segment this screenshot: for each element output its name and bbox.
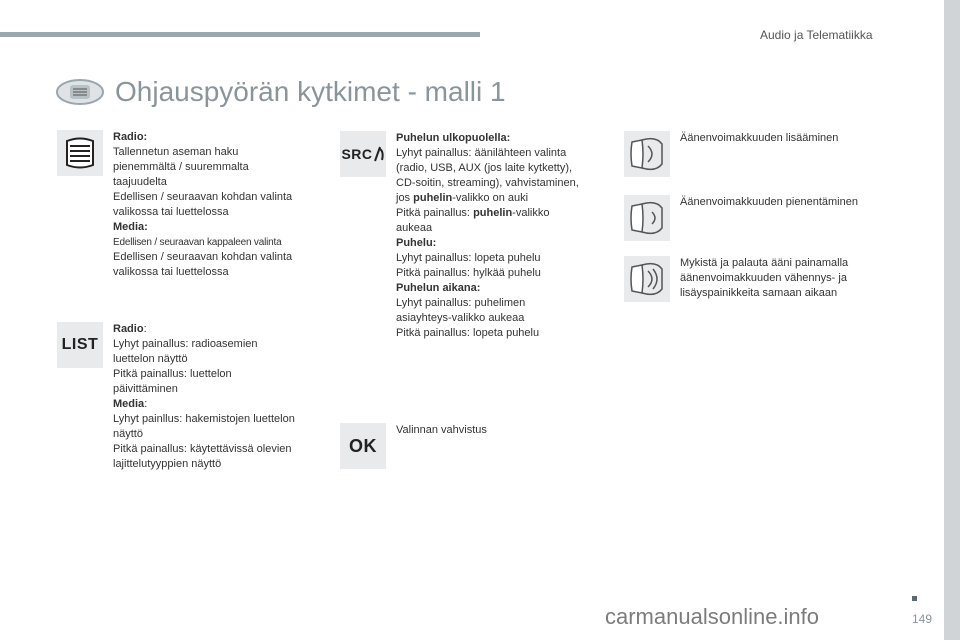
page-header <box>55 76 506 108</box>
subheading: Puhelu: <box>396 237 437 249</box>
ok-description <box>396 423 487 469</box>
src-block <box>340 131 579 341</box>
src-icon-label: SRC <box>341 146 373 162</box>
page-marker <box>912 596 917 601</box>
emphasis: puhelin <box>413 192 453 204</box>
watermark: carmanualsonline.info <box>605 604 820 629</box>
text-line: Äänenvoimakkuuden lisääminen <box>680 132 839 144</box>
text-line: Lyhyt painallus: äänilähteen valinta <box>396 147 567 159</box>
text-line: Pitkä painallus: luettelon <box>113 368 232 380</box>
subheading: Puhelun aikana: <box>396 282 481 294</box>
text-line: Lyhyt painllus: hakemistojen luettelon <box>113 413 295 425</box>
volume-down-description <box>680 195 858 241</box>
subheading: Puhelun ulkopuolella: <box>396 132 511 144</box>
text-line: Edellisen / seuraavan kappaleen valinta <box>113 237 282 248</box>
text-line: Mykistä ja palauta ääni painamalla <box>680 257 849 269</box>
text-line: näyttö <box>113 428 143 440</box>
text-line: Pitkä painallus: hylkää puhelu <box>396 267 541 279</box>
page-edge-strip <box>944 0 960 640</box>
list-description: Radio: Lyhyt painallus: radioasemien luettelon näyttö Pitkä painallus: luettelon päivittäminen Media: Lyhyt painllus: hakemistojen luettelon näyttö Pitkä painallus: käytettävissä olevien lajittelutyyppien näyttö <box>113 323 295 470</box>
text-line: valikossa tai luettelossa <box>113 206 229 218</box>
section-title: Audio ja Telematiikka <box>760 28 873 42</box>
text-line: Äänenvoimakkuuden pienentäminen <box>680 196 858 208</box>
text-line: lajittelutyyppien näyttö <box>113 458 222 470</box>
text-line: pienemmältä / suuremmalta <box>113 161 249 173</box>
text-line: Lyhyt painallus: puhelimen <box>396 297 526 309</box>
ok-block <box>340 423 487 469</box>
volume-up-description <box>680 131 838 177</box>
text-line: päivittäminen <box>113 383 178 395</box>
radio-label: Radio: <box>113 131 148 143</box>
top-decorative-bar <box>0 32 480 37</box>
radio-label: Radio <box>113 323 144 335</box>
text-line: Lyhyt painallus: radioasemien <box>113 338 258 350</box>
src-phone-button-icon <box>340 131 386 177</box>
text-line: Edellisen / seuraavan kohdan valinta <box>113 191 293 203</box>
page-number: 149 <box>912 612 933 626</box>
media-label: Media <box>113 398 145 410</box>
volume-up-block <box>624 131 838 177</box>
text-fragment: jos <box>396 192 411 204</box>
text-line: Pitkä painallus: käytettävissä olevien <box>113 443 292 455</box>
page-title: Ohjauspyörän kytkimet - malli 1 <box>115 76 506 107</box>
mute-block <box>624 256 848 302</box>
src-description <box>396 131 579 341</box>
mute-icon <box>624 256 670 302</box>
volume-down-block <box>624 195 858 241</box>
text-line: Tallennetun aseman haku <box>113 146 239 158</box>
text-line: aukeaa <box>396 222 433 234</box>
list-block <box>57 322 295 472</box>
text-fragment: Pitkä painallus: <box>396 207 470 219</box>
phone-handset-icon <box>373 146 385 162</box>
text-line: Edellisen / seuraavan kohdan valinta <box>113 251 293 263</box>
text-line: CD-soitin, streaming), vahvistaminen, <box>396 177 579 189</box>
text-line: lisäyspainikkeita samaan aikaan <box>680 287 838 299</box>
text-fragment: -valikko <box>512 207 550 219</box>
text-line: taajuudelta <box>113 176 167 188</box>
text-line: Pitkä painallus: lopeta puhelu <box>396 327 540 339</box>
text-line: Valinnan vahvistus <box>396 424 487 436</box>
mute-description <box>680 256 848 302</box>
radio-media-block <box>57 130 292 280</box>
ok-button-icon <box>340 423 386 469</box>
text-fragment: -valikko on auki <box>452 192 529 204</box>
text-line: Lyhyt painallus: lopeta puhelu <box>396 252 541 264</box>
text-line: äänenvoimakkuuden vähennys- ja <box>680 272 847 284</box>
radio-media-description <box>113 130 292 280</box>
text-line: (radio, USB, AUX (jos laite kytketty), <box>396 162 573 174</box>
steering-wheel-icon <box>55 76 105 108</box>
emphasis: puhelin <box>473 207 513 219</box>
scroll-wheel-icon <box>57 130 103 176</box>
ok-icon-label: OK <box>349 435 377 456</box>
list-button-icon <box>57 322 103 368</box>
text-line: asiayhteys-valikko aukeaa <box>396 312 525 324</box>
volume-down-icon <box>624 195 670 241</box>
media-label: Media: <box>113 221 148 233</box>
list-icon-label: LIST <box>61 336 99 353</box>
volume-up-icon <box>624 131 670 177</box>
text-line: luettelon näyttö <box>113 353 188 365</box>
text-line: valikossa tai luettelossa <box>113 266 229 278</box>
